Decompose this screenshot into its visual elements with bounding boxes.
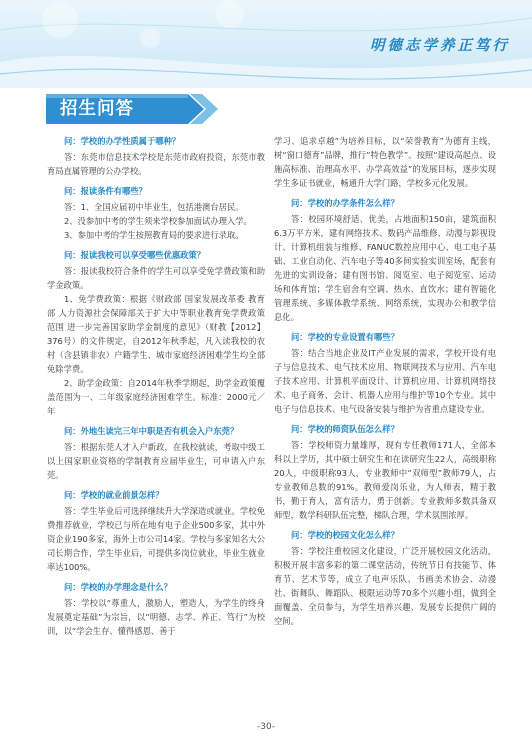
page-number: -30- <box>257 722 275 732</box>
answer-campus-culture: 答：学校注重校园文化建设，广泛开展校园文化活动，积极开展丰富多彩的第二课堂活动，传统节日有技能节、体育节、艺术节等，成立了电声乐队、书画美术协会、动漫社、街舞队、舞蹈队、极限运动等70多个兴趣小组，做到全面覆盖、全员参与，为学生培养兴趣、发展专长提供广阔的空间。 <box>274 546 496 626</box>
answer-eligibility-2: 2、没参加中考的学生须来学校参加面试办理入学。 <box>64 216 252 226</box>
answer-eligibility-1: 答：1、全国应届初中毕业生，包括港澳台居民。 <box>64 202 244 212</box>
question-policies: 问：报读我校可以享受哪些优惠政策？ <box>64 250 206 260</box>
question-employment: 问：学校的就业前景怎样？ <box>64 490 164 500</box>
answer-policies-intro: 答：报读我校符合条件的学生可以享受免学费政策和助学金政策。 <box>47 266 265 290</box>
question-nature: 问：学校的办学性质属于哪种？ <box>64 136 181 146</box>
answer-nature: 答：东莞市信息技术学校是东莞市政府投资，东莞市教育局直属管理的公办学校。 <box>47 152 265 176</box>
answer-policies-grant: 2、助学金政策：自2014年秋季学期起，助学金政策覆盖范围为一、二年级家庭经济困难学生。标准：2000元／年 <box>47 378 265 416</box>
question-household: 问：外地生读完三年中职是否有机会入户东莞？ <box>64 426 239 436</box>
answer-eligibility-3: 3、参加中考的学生按照教育局的要求进行录取。 <box>64 230 244 240</box>
question-campus-culture: 问：学校的校园文化怎么样？ <box>291 530 399 540</box>
answer-philosophy: 答：学校以“尊重人，激励人，塑造人，为学生的终身发展奠定基础”为宗旨，以“明德、志学、养正、笃行”为校训，以“学会生存、懂得感恩、善于 <box>47 598 265 636</box>
answer-employment: 答：学生毕业后可选择继续升大学深造或就业。学校免费推荐就业，学校已与所在地有电子企业500多家，其中外资企业190多家，海外上市公司14家。学校与多家知名大公司长期合作，学生毕业后，可提供多岗位就业，毕业生就业率达100%。 <box>47 506 265 572</box>
page-header <box>0 0 532 88</box>
question-eligibility: 问：报读条件有哪些？ <box>64 186 147 196</box>
answer-facilities: 答：校园环境舒适、优美，占地面积150亩，建筑面积6.3万平方米，建有网络技术、数码产品维修、动漫与影视设计、计算机组装与维修、FANUC数控应用中心、电工电子基础、工业自动化、汽车电子等40多间实验实训室场，配套有先进的实训设备；建有图书馆、阅览室、电子阅览室、运动场和体育馆；学生宿舍有空调、热水、直饮水；建有智能化管理系统、多媒体教学系统、网络系统，实现办公和教学信息化。 <box>274 214 496 322</box>
header-motto: 明德志学养正笃行 <box>370 37 510 54</box>
question-facilities: 问：学校的办学条件怎么样？ <box>291 198 399 208</box>
right-column <box>274 134 496 628</box>
section-title-badge <box>38 92 238 126</box>
answer-household: 答：根据东莞人才入户新政，在我校就读，考取中级工以上国家职业资格的学制教育应届毕业生，可申请入户东莞。 <box>47 442 265 480</box>
answer-policies-tuition: 1、免学费政策：根据《财政部 国家发展改革委 教育部 人力资源社会保障部关于扩大中等职业教育免学费政策范围 进一步完善国家助学金制度的意见》（财教【2012】376号）的文件规定，自2012年秋季起，凡入读我校的农村（含县镇非农）户籍学生、城市家庭经济困难学生均全部免除学费。 <box>47 294 265 374</box>
answer-philosophy-continued: 学习、追求卓越”为培养目标，以“荣誉教育”为德育主线，树“窗口德育”品牌，推行“特色教学”。按照“建设高起点、设施高标准、治理高水平、办学高效益”的发展目标，逐步实现学生多证书就业，畅通升大学门路，学校多元化发展。 <box>274 136 496 188</box>
answer-majors: 答：结合当地企业及IT产业发展的需求，学校开设有电子与信息技术、电气技术应用、物联网技术与应用、汽车电子技术应用、计算机平面设计、计算机应用、计算机网络技术、电子商务、会计、机器人应用与维护等10个专业。其中电子与信息技术、电气设备安装与维护为省重点建设专业。 <box>274 348 496 414</box>
question-faculty: 问：学校的师资队伍怎么样？ <box>291 424 399 434</box>
question-majors: 问：学校的专业设置有哪些？ <box>291 332 399 342</box>
section-title: 招生问答 <box>60 99 134 119</box>
question-philosophy: 问：学校的办学理念是什么？ <box>64 582 172 592</box>
answer-faculty: 答：学校师资力量雄厚，现有专任教师171人，全部本科以上学历，其中硕士研究生和在读研究生22人，高级职称20人，中级职称93人，专业教师中“双师型”教师79人，占专业教师总数的91%。教师爱岗乐业，为人师表，精于教书，勤于育人，富有活力，勇于创新。专业教师多数具备双师型，数学科研队伍完整，梯队合理，学术氛围浓厚。 <box>274 440 496 520</box>
left-column <box>47 134 265 638</box>
